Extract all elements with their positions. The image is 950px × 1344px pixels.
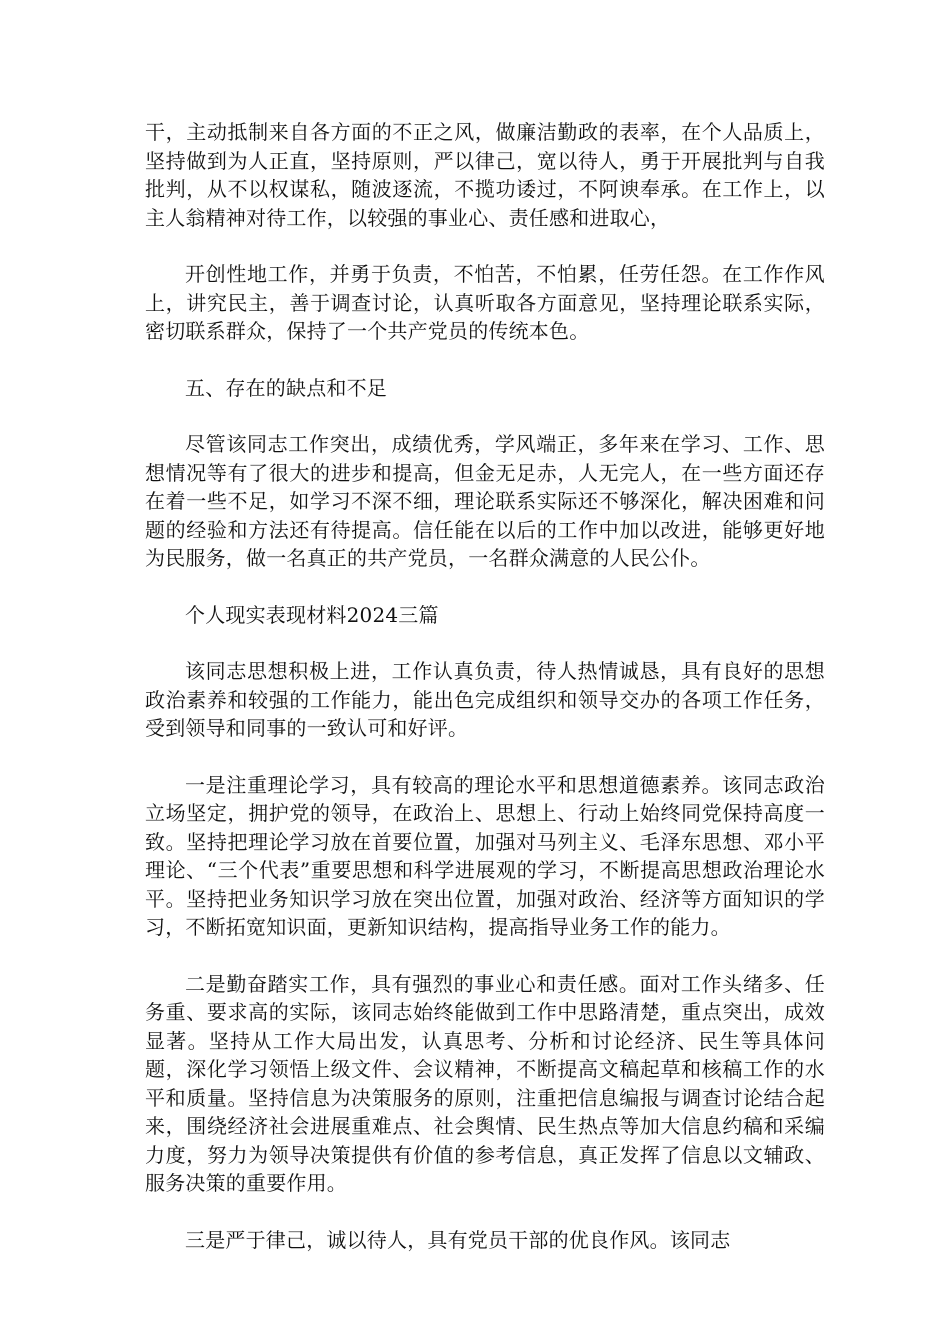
paragraph-diligent-work: 二是勤奋踏实工作，具有强烈的事业心和责任感。面对工作头绪多、任务重、要求高的实际，该同志始终能做到工作中思路清楚，重点突出，成效显著。坚持从工作大局出发，认真思考、分析和讨论经济、民生等具体问题，深化学习领悟上级文件、会议精神，不断提高文稿起草和核稿工作的水平和质量。坚持信息为决策服务的原则，注重把信息编报与调查讨论结合起来，围绕经济社会进展重难点、社会舆情、民生热点等加大信息约稿和采编力度，努力为领导决策提供有价值的参考信息，真正发挥了信息以文辅政、服务决策的重要作用。 (145, 971, 825, 1195)
section-heading-shortcomings: 五、存在的缺点和不足 (185, 375, 387, 400)
paragraph-overview: 该同志思想积极上进，工作认真负责，待人热情诚恳，具有良好的思想政治素养和较强的工作能力，能出色完成组织和领导交办的各项工作任务，受到领导和同事的一致认可和好评。 (145, 659, 825, 740)
section-heading-title: 个人现实表现材料2024三篇 (185, 602, 439, 627)
paragraph-continuation: 干，主动抵制来自各方面的不正之风，做廉洁勤政的表率，在个人品质上，坚持做到为人正直，坚持原则，严以律己，宽以待人，勇于开展批判与自我批判，从不以权谋私，随波逐流，不揽功诿过，不阿谀奉承。在工作上，以主人翁精神对待工作，以较强的事业心、责任感和进取心， (145, 120, 825, 230)
paragraph-self-discipline: 三是严于律己，诚以待人，具有党员干部的优良作风。该同志 (185, 1227, 731, 1252)
document-page (145, 118, 825, 1254)
paragraph-shortcomings: 尽管该同志工作突出，成绩优秀，学风端正，多年来在学习、工作、思想情况等有了很大的进步和提高，但金无足赤，人无完人，在一些方面还存在着一些不足，如学习不深不细，理论联系实际还不够深化，解决困难和问题的经验和方法还有待提高。信任能在以后的工作中加以改进，能够更好地为民服务，做一名真正的共产党员，一名群众满意的人民公仆。 (145, 432, 825, 570)
paragraph-work-style: 开创性地工作，并勇于负责，不怕苦，不怕累，任劳任怨。在工作作风上，讲究民主，善于调查讨论，认真听取各方面意见，坚持理论联系实际，密切联系群众，保持了一个共产党员的传统本色。 (145, 262, 825, 343)
paragraph-theory-study: 一是注重理论学习，具有较高的理论水平和思想道德素养。该同志政治立场坚定，拥护党的领导，在政治上、思想上、行动上始终同党保持高度一致。坚持把理论学习放在首要位置，加强对马列主义、毛泽东思想、邓小平理论、“三个代表”重要思想和科学进展观的学习，不断提高思想政治理论水平。坚持把业务知识学习放在突出位置，加强对政治、经济等方面知识的学习，不断拓宽知识面，更新知识结构，提高指导业务工作的能力。 (145, 772, 825, 939)
